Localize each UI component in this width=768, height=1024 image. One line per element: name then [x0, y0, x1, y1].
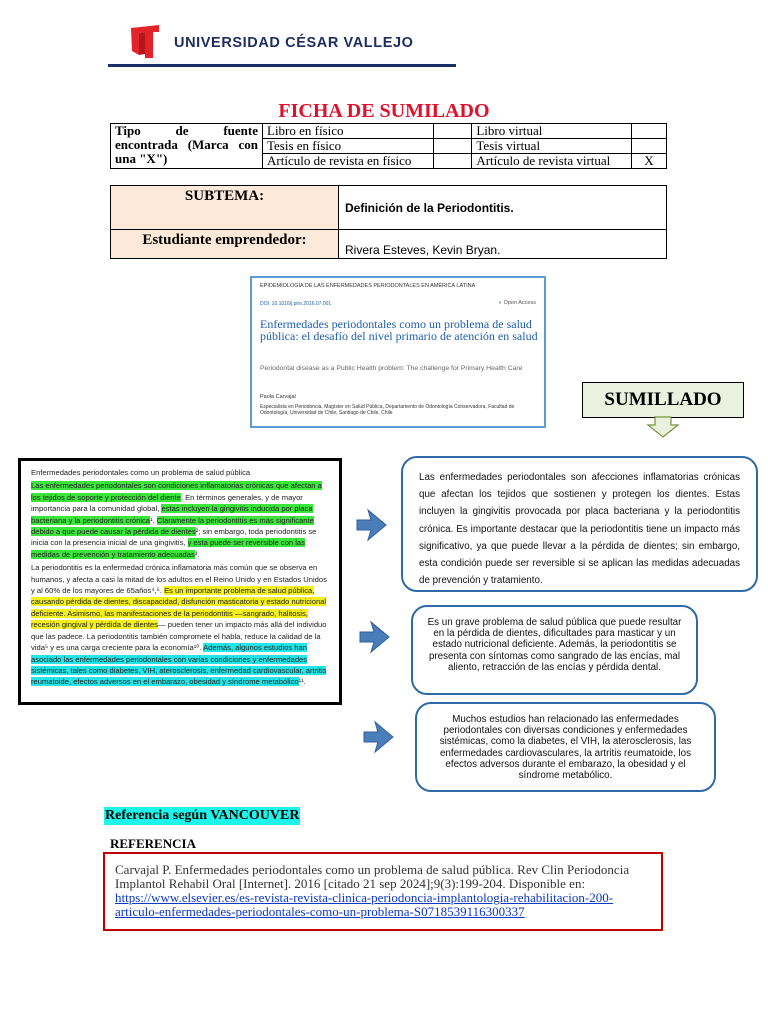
source-option: Libro en físico — [263, 124, 434, 139]
source-mark-box[interactable] — [434, 124, 472, 139]
source-mark-box-selected[interactable]: X — [632, 154, 667, 169]
source-option: Artículo de revista virtual — [472, 154, 632, 169]
extract-text: ¹¹. — [298, 677, 306, 687]
extract-text: — pueden tener un impacto más allá del individuo que las padece. La periodontitis también compromete el habla, reduce la calidad de la vida — [31, 620, 327, 653]
source-option: Tesis en físico — [263, 139, 434, 154]
extract-text: . En términos generales, y de mayor importancia para la comunidad global, — [31, 492, 303, 514]
reference-box — [103, 852, 663, 931]
extract-paragraph-2 — [31, 562, 331, 687]
university-logo — [128, 22, 488, 70]
source-mark-box[interactable] — [632, 124, 667, 139]
extract-paragraph-1 — [31, 480, 331, 560]
extract-text: ¹. — [150, 515, 157, 525]
source-type-table — [110, 123, 667, 169]
university-name: UNIVERSIDAD CÉSAR VALLEJO — [174, 35, 414, 51]
ucv-logo-icon — [128, 24, 164, 60]
source-option: Tesis virtual — [472, 139, 632, 154]
subtema-value: Definición de la Periodontitis. — [339, 186, 667, 230]
summary-box-2: Es un grave problema de salud pública que puede resultar en la pérdida de dientes, dificultades para masticar y un estado nutricional deficiente. Además, la periodontitis se presenta con síntomas como sangrado de las encías, mal aliento, retracción de las encías y pérdida dental. — [411, 605, 698, 695]
source-option: Artículo de revista en físico — [263, 154, 434, 169]
article-subtitle: Periodontal disease as a Public Health problem: The challenge for Primary Health Care — [260, 365, 523, 372]
student-value: Rivera Esteves, Kevin Bryan. — [339, 230, 667, 259]
extract-text: La periodontitis es la enfermedad crónica inflamatoria más común que se observa en humanos, y afecta a casi la mitad de los adultos en el Reino Unido y en Estados Unidos y al 60% de los mayores de 65años — [31, 563, 327, 596]
subtema-label: SUBTEMA: — [111, 186, 339, 230]
article-extract — [18, 458, 342, 705]
reference-link[interactable]: https://www.elsevier.es/es-revista-revista-clinica-periodoncia-implantologia-rehabilitacion-200-articulo-enfermedades-periodontales-como-un-problema-S0718539116300337 — [115, 890, 614, 919]
source-mark-box[interactable] — [434, 139, 472, 154]
highlighted-text: Es un importante problema de salud pública, causando pérdida de dientes, discapacidad, disfunción masticatoria y estado nutricional deficiente. Asimismo, las manifestaciones de la periodontitis —sangrado, halitosis, recesión gingival y pérdida de dientes — [31, 586, 327, 630]
article-doi[interactable]: DOI: 10.1016/j.piro.2016.07.001 — [260, 301, 332, 307]
reference-heading: Referencia según VANCOUVER — [105, 808, 300, 823]
extract-text: ⁴,⁵. — [151, 586, 165, 596]
article-open-access — [499, 300, 536, 306]
arrow-right-icon — [361, 720, 395, 754]
extract-text: ⁵ y es una carga creciente para la economía — [44, 643, 194, 653]
article-title: Enfermedades periodontales como un problema de salud pública: el desafío del nivel primario de atención en salud — [260, 317, 538, 343]
article-affiliation: Especialista en Periodoncia, Magíster en Salud Pública, Departamento de Odontología Conservadora, Facultad de Odontología, Universidad de Chile, Santiago de Chile, Chile — [260, 404, 515, 416]
reference-label: REFERENCIA — [110, 836, 196, 851]
highlighted-text: Además, algunos estudios han asociado las enfermedades periodontales con varias condiciones y enfermedades sistémicas, tales como diabetes, VIH, aterosclerosis, enfermedad cardiovascular, artritis reumatoide, efectos adversos en el embarazo, obesidad y síndrome metabólico — [31, 643, 327, 687]
subtema-table — [110, 185, 667, 259]
source-option: Libro virtual — [472, 124, 632, 139]
arrow-right-icon — [354, 508, 388, 542]
highlighted-text: y esta puede ser reversible con las medidas de prevención y tratamiento adecuadas — [31, 538, 305, 559]
source-mark-box[interactable] — [632, 139, 667, 154]
open-access-label: Open Access — [503, 300, 536, 306]
extract-text: ²; sin embargo, toda periodontitis se inicia con la presencia inicial de una gingivitis, — [31, 527, 317, 548]
extract-text: ³. — [194, 549, 200, 559]
page-title: FICHA DE SUMILADO — [278, 100, 490, 122]
reference-citation: Carvajal P. Enfermedades periodontales como un problema de salud pública. Rev Clin Periodoncia Implantol Rehabil Oral [Internet]. 2016 [citado 21 sep 2024];9(3):199-204. Disponible en: — [115, 862, 630, 891]
article-screenshot — [250, 276, 546, 428]
source-mark-box[interactable] — [434, 154, 472, 169]
source-type-label: Tipo de fuente encontrada (Marca con una "X") — [111, 124, 263, 169]
student-label: Estudiante emprendedor: — [111, 230, 339, 259]
summary-box-3: Muchos estudios han relacionado las enfermedades periodontales con diversas condiciones y enfermedades sistémicas, como la diabetes, el VIH, la aterosclerosis, las enfermedades cardiovasculares, la artritis reumatoide, los efectos adversos durante el embarazo, la obesidad y el síndrome metabólico. — [415, 702, 716, 792]
extract-text: ¹⁰. — [193, 643, 204, 653]
highlighted-text: Las enfermedades periodontales son condiciones inflamatorias crónicas que afectan a los tejidos de soporte y protección del diente — [31, 481, 322, 502]
highlighted-text: Claramente la periodontitis es más significante debido a que puede causar la pérdida de dientes — [31, 515, 314, 537]
header-divider — [108, 64, 456, 67]
highlighted-text: estas incluyen la gingivitis inducida por placa bacteriana y la periodontitis crónica — [31, 504, 313, 525]
article-author: Paola Carvajal — [260, 394, 296, 400]
sumillado-label: SUMILLADO — [582, 382, 744, 418]
open-access-icon: ◐ — [498, 300, 503, 306]
arrow-down-icon — [646, 416, 680, 438]
summary-box-1: Las enfermedades periodontales son afecciones inflamatorias crónicas que afectan los tejidos que sostienen y protegen los dientes. Estas incluyen la gingivitis provocada por placa bacteriana y la periodontitis crónica. Es importante destacar que la periodontitis tiene un impacto más significativo, ya que puede llevar a la pérdida de dientes; sin embargo, esta condición puede ser reversible si se aplican las medidas adecuadas de prevención y tratamiento. — [401, 456, 758, 592]
extract-title: Enfermedades periodontales como un problema de salud pública — [31, 468, 251, 477]
arrow-right-icon — [357, 620, 391, 654]
article-section: EPIDEMIOLOGÍA DE LAS ENFERMEDADES PERIODONTALES EN AMÉRICA LATINA — [260, 283, 476, 289]
